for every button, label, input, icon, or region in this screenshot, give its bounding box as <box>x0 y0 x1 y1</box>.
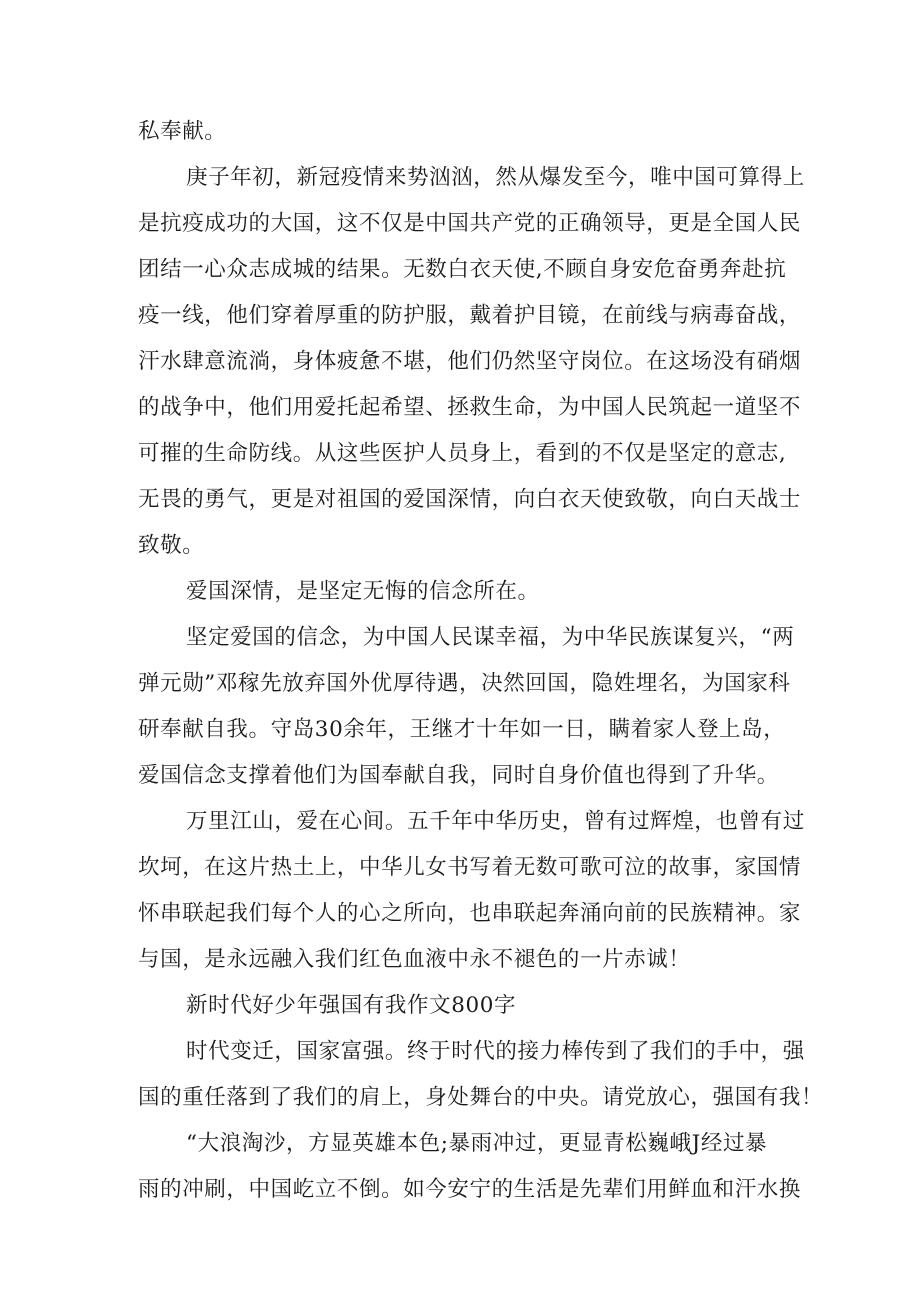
text-line: 致敬。 <box>138 533 205 558</box>
text-line: 可摧的生命防线。从这些医护人员身上，看到的不仅是坚定的意志, <box>138 441 787 466</box>
text-line: 汗水肆意流淌，身体疲惫不堪，他们仍然坚守岗位。在这场没有硝烟 <box>138 349 802 374</box>
text-line: 坎坷，在这片热土上，中华儿女书写着无数可歌可泣的故事，家国情 <box>138 855 802 880</box>
text-line: 无畏的勇气，更是对祖国的爱国深情，向白衣天使致敬，向白天战士 <box>138 487 802 512</box>
text-line: 的战争中，他们用爱托起希望、拯救生命，为中国人民筑起一道坚不 <box>138 395 802 420</box>
section-title-line: 新时代好少年强国有我作文800字 <box>186 993 517 1018</box>
text-line: 爱国信念支撑着他们为国奉献自我，同时自身价值也得到了升华。 <box>138 763 779 788</box>
paragraph-line: 庚子年初，新冠疫情来势汹汹，然从爆发至今，唯中国可算得上 <box>186 165 805 190</box>
text-line: 雨的冲刷，中国屹立不倒。如今安宁的生活是先辈们用鲜血和汗水换 <box>138 1177 802 1202</box>
paragraph-line: 坚定爱国的信念，为中国人民谋幸福，为中华民族谋复兴，“两 <box>186 625 795 650</box>
text-line: 研奉献自我。守岛30余年，王继才十年如一日，瞒着家人登上岛， <box>138 717 786 742</box>
paragraph-line: “大浪淘沙，方显英雄本色;暴雨冲过，更显青松巍峨J经过暴 <box>186 1131 768 1156</box>
text-line: 疫一线，他们穿着厚重的防护服，戴着护目镜，在前线与病毒奋战， <box>138 303 802 328</box>
paragraph-line: 时代变迁，国家富强。终于时代的接力棒传到了我们的手中，强 <box>186 1039 805 1064</box>
text-line: 私奉献。 <box>138 119 227 144</box>
text-line: 怀串联起我们每个人的心之所向，也串联起奔涌向前的民族精神。家 <box>138 901 802 926</box>
text-line: 国的重任落到了我们的肩上，身处舞台的中央。请党放心，强国有我！ <box>138 1085 824 1110</box>
paragraph-line: 万里江山，爱在心间。五千年中华历史，曾有过辉煌，也曾有过 <box>186 809 805 834</box>
text-line: 弹元勋”邓稼先放弃国外优厚待遇，决然回国，隐姓埋名，为国家科 <box>138 671 791 696</box>
text-line: 团结一心众志成城的结果。无数白衣天使,不顾自身安危奋勇奔赴抗 <box>138 257 787 282</box>
paragraph-line: 爱国深情，是坚定无悔的信念所在。 <box>186 579 540 604</box>
text-line: 与国，是永远融入我们红色血液中永不褪色的一片赤诚！ <box>138 947 691 972</box>
text-line: 是抗疫成功的大国，这不仅是中国共产党的正确领导，更是全国人民 <box>138 211 802 236</box>
